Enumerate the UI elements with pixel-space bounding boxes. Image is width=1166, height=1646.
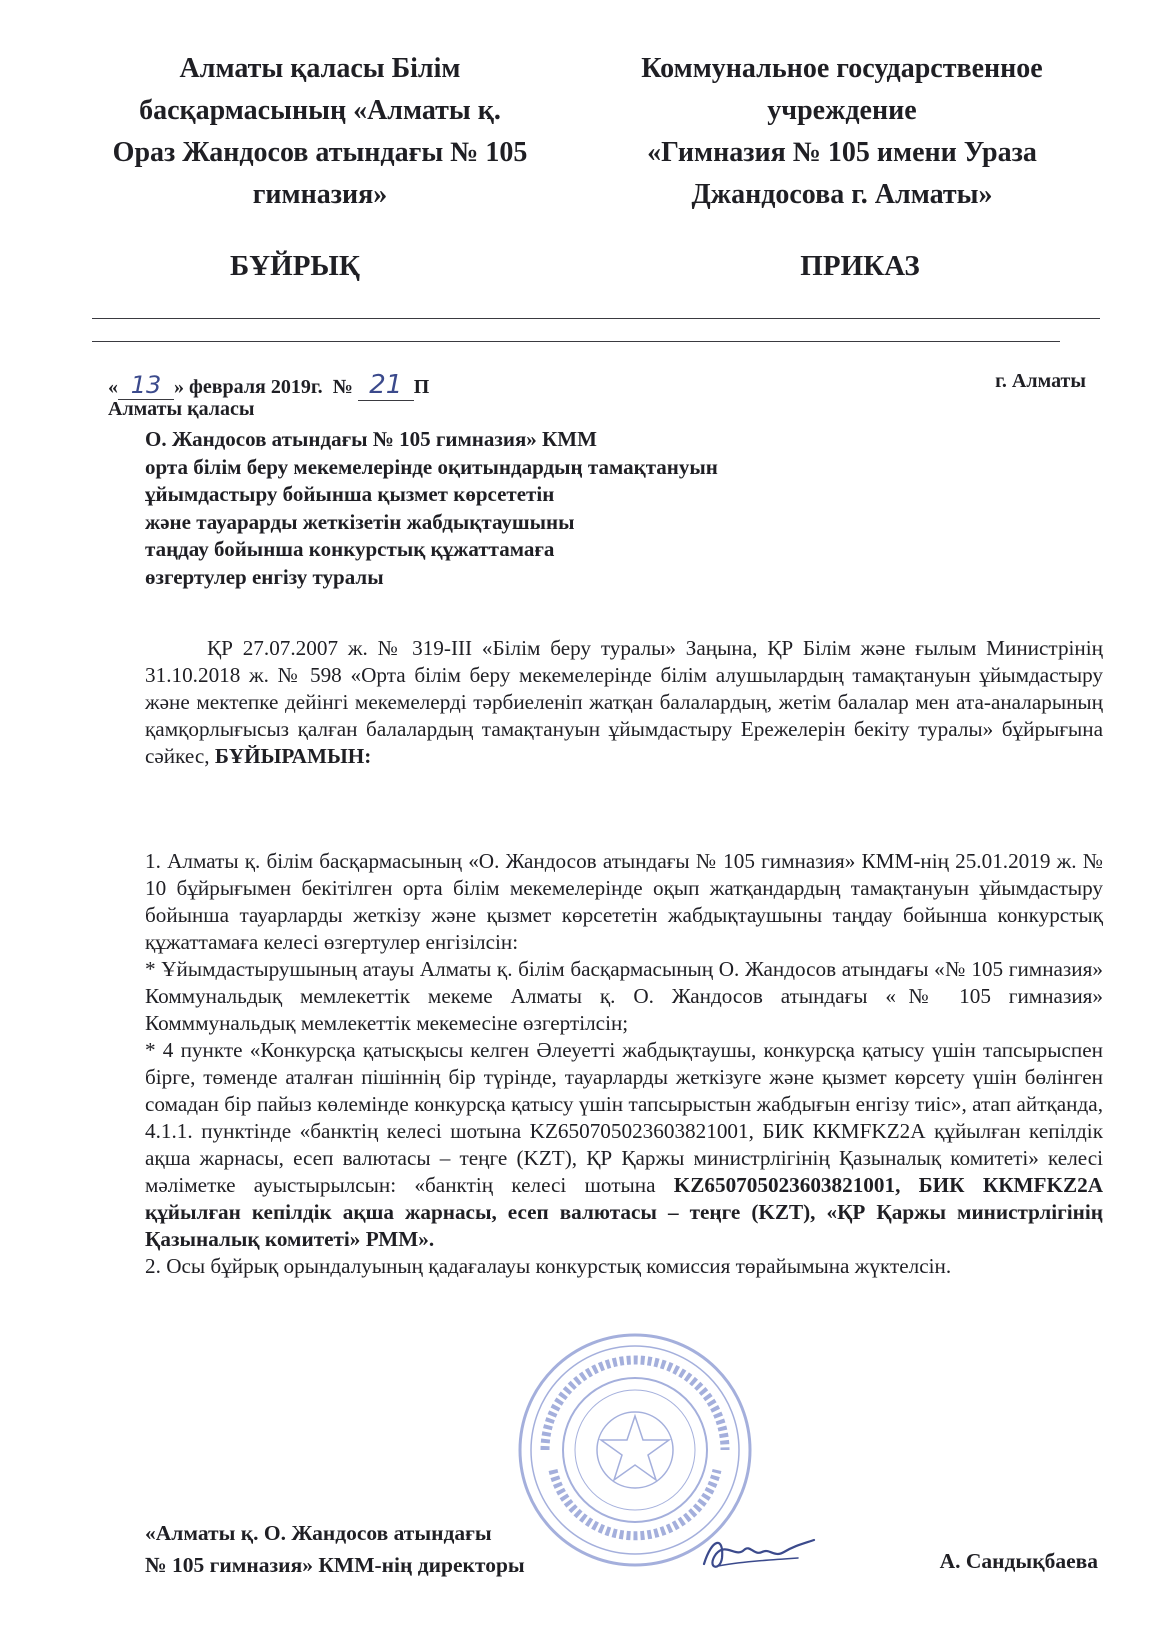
preamble-paragraph bbox=[145, 635, 1103, 770]
item-1-bullet-2 bbox=[145, 1037, 1103, 1253]
director-signature bbox=[698, 1528, 818, 1578]
quote-open: « bbox=[108, 376, 118, 398]
order-suffix: П bbox=[413, 376, 430, 398]
header-ru-line: Джандосова г. Алматы» bbox=[691, 179, 993, 210]
header-ru-line: учреждение bbox=[767, 95, 917, 126]
handwritten-day: 13 bbox=[118, 371, 174, 400]
header-kz-line: Алматы қаласы Білім bbox=[179, 53, 461, 84]
quote-close: » bbox=[174, 376, 184, 398]
header-ru-line: Коммунальное государственное bbox=[641, 53, 1043, 84]
subject-line: өзгертулер енгізу туралы bbox=[145, 564, 384, 589]
order-directive: БҰЙЫРАМЫН: bbox=[214, 744, 372, 768]
handwritten-number: 21 bbox=[358, 370, 414, 401]
city-kz: Алматы қаласы bbox=[108, 398, 255, 420]
header-ru bbox=[602, 48, 1082, 216]
subject-line: О. Жандосов атындағы № 105 гимназия» КММ bbox=[145, 427, 597, 451]
divider-line bbox=[92, 341, 1060, 342]
order-month-year: февраля 2019г. bbox=[189, 376, 323, 398]
item-1: 1. Алматы қ. білім басқармасының «О. Жандосов атындағы № 105 гимназия» КММ-нің 25.01.2019 ж. № 10 бұйрығымен бекітілген орта білім мекемелерінде оқып жатқандардың тамақтануын ұйымдастыру бойынша тауарларды жеткізу және қызмет көрсететін жабдықтаушыны таңдау бойынша конкурстық құжаттамаға келесі өзгертулер енгізілсін: bbox=[145, 849, 1103, 954]
header-kz-line: гимназия» bbox=[252, 179, 388, 210]
title-ru: ПРИКАЗ bbox=[800, 250, 920, 282]
order-subject bbox=[145, 426, 925, 591]
order-number-label: № bbox=[332, 376, 353, 398]
bullet-2-bold-text: KZ650705023603821001, БИК ККМFKZ2А құйылған кепілдік ақша жарнасы, есеп валютасы – теңге (KZT), «ҚР Қаржы министрлігінің Қазыналық комитеті» РММ». bbox=[145, 1173, 1103, 1251]
header-ru-line: «Гимназия № 105 имени Ураза bbox=[647, 137, 1037, 168]
signatory-line: «Алматы қ. О. Жандосов атындағы bbox=[145, 1521, 492, 1545]
bullet-2-text: * 4 пункте «Конкурсқа қатысқысы келген Әлеуетті жабдықтаушы, конкурсқа қатысу үшін тапсырыспен бірге, төменде аталған пішіннің бір түрінде, тауарларды жеткізуге және қызмет көрсету үшін бөлінген сомадан бір пайыз көлемінде конкурсқа қатысу үшін тапсырыстын жабдығын енгізу тиіс», атап айтқанда, 4.1.1. пунктінде «банктің келесі шотына KZ650705023603821001, БИК ККМFKZ2А құйылған кепілдік ақша жарнасы, есеп валютасы – теңге (KZT), ҚР Қаржы министрлігінің Қазыналық комитеті» келесі мәліметке ауыстырылсын: «банктің келесі шотына bbox=[145, 1038, 1103, 1197]
item-2: 2. Осы бұйрық орындалуының қадағалауы конкурстық комиссия төрайымына жүктелсін. bbox=[145, 1254, 952, 1278]
signatory-name: А. Сандықбаева bbox=[939, 1549, 1098, 1573]
subject-line: таңдау бойынша конкурстық құжаттамаға bbox=[145, 537, 555, 561]
signatory-title bbox=[145, 1517, 525, 1581]
item-1-bullet-1: * Ұйымдастырушының атауы Алматы қ. білім басқармасының О. Жандосов атындағы «№ 105 гимназия» Коммунальдық мемлекеттік мекеме Алматы қ. О. Жандосов атындағы «№ 105 гимназия» Комммунальдық мемлекеттік мекемесіне өзгертілсін; bbox=[145, 957, 1103, 1035]
header-kz-line: Ораз Жандосов атындағы № 105 bbox=[112, 137, 528, 168]
subject-line: және тауарарды жеткізетін жабдықтаушыны bbox=[145, 509, 575, 534]
header-kz-line: басқармасының «Алматы қ. bbox=[139, 95, 501, 126]
signatory-line: № 105 гимназия» КММ-нің директоры bbox=[145, 1553, 525, 1577]
subject-line: ұйымдастыру бойынша қызмет көрсететін bbox=[145, 482, 555, 506]
header-kz bbox=[70, 48, 570, 216]
preamble-text: ҚР 27.07.2007 ж. № 319-ІІІ «Білім беру туралы» Заңына, ҚР Білім және ғылым Министрінің 31.10.2018 ж. № 598 «Орта білім беру мекемелерінде білім алушылардың тамақтануын ұйымдастыру және мектепке дейінгі мекемелерді тәрбиеленіп жатқан балалардың, жетім балалар мен ата-аналарының қамқорлығысыз қалған балалардың тамақтануын ұйымдастыру Ережелерін бекіту туралы» бұйрығына сәйкес, bbox=[145, 636, 1103, 768]
order-items bbox=[145, 848, 1103, 1280]
city-ru: г. Алматы bbox=[995, 370, 1086, 392]
subject-line: орта білім беру мекемелерінде оқитындардың тамақтануын bbox=[145, 454, 718, 479]
order-date-line bbox=[108, 370, 429, 401]
divider-line bbox=[92, 318, 1100, 319]
title-kz: БҰЙРЫҚ bbox=[230, 250, 360, 282]
